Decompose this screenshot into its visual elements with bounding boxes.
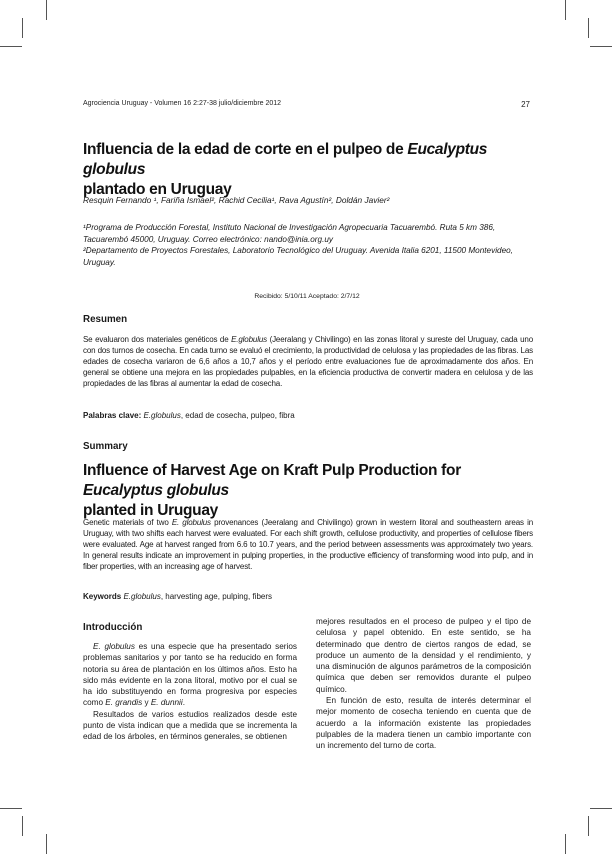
crop-mark [0,46,22,47]
resumen-heading: Resumen [83,314,128,325]
english-title-text: Influence of Harvest Age on Kraft Pulp Production for [83,462,461,479]
summary-text [83,517,533,572]
summary-keywords [83,592,272,601]
intro-column-left [83,641,297,743]
affiliation-1: ¹Programa de Producción Forestal, Instituto Nacional de Investigación Agropecuaria Tacuarembó. Ruta 5 km 386, Tacuarembó 45000, Uruguay. Correo electrónico: nando@inia.org.uy [83,223,496,244]
running-header [83,100,530,107]
english-title-species: Eucalyptus globulus [83,482,229,499]
resumen-keywords: Palabras clave: E.globulus, edad de cosecha, pulpeo, fibra [83,411,295,420]
english-title [83,461,533,521]
intro-text: . [182,698,185,708]
english-title-line2: planted in Uruguay [83,502,218,519]
intro-paragraph-1 [83,641,297,709]
crop-mark [0,808,22,809]
crop-mark [565,0,566,20]
article-title [83,140,523,200]
keywords-species: E.globulus [123,592,161,601]
keywords-species: E.globulus [143,411,181,420]
intro-paragraph-2: Resultados de varios estudios realizados desde este punto de vista indican que a medida que se incrementa la edad de los árboles, en términos generales, se obtienen [83,709,297,742]
resumen-text-part: (Jeeralang y Chivilingo) en las zonas litoral y sureste del Uruguay, cada uno con dos turnos de cosecha. En cada turno se evaluó el crecimiento, la productividad de celulosa y las propiedades de las fibras. Las edades de cosecha variaron de 6,6 años a 10,7 años y el período entre evaluaciones fue de aproximadamente dos años. En general se obtiene una mejora en las propiedades pulpables, en la eficiencia productiva de convertir madera en celulosa y de las propiedades de las fibras al aumentar la edad de cosecha. [83,335,533,388]
resumen-text [83,334,533,389]
page-number: 27 [521,100,530,109]
summary-heading: Summary [83,441,128,452]
title-text-line2: plantado en Uruguay [83,181,232,198]
crop-mark [22,18,23,38]
intro-species: E. dunnii [150,698,183,708]
author-list: Resquin Fernando ¹, Fariña Ismael², Rachid Cecilia¹, Rava Agustín², Doldán Javier² [83,195,390,205]
journal-citation: Agrociencia Uruguay - Volumen 16 2:27-38 julio/diciembre 2012 [83,100,282,107]
crop-mark [588,18,589,38]
crop-mark [565,834,566,854]
resumen-text-part: Se evaluaron dos materiales genéticos de [83,335,232,344]
crop-mark [22,816,23,836]
title-species: Eucalyptus globulus [83,141,488,178]
introduccion-heading: Introducción [83,622,143,633]
intro-text: y [142,698,151,708]
intro-species: E. globulus [93,642,135,651]
intro-paragraph-4: En función de esto, resulta de interés determinar el mejor momento de cosecha teniendo en cuenta que de acuerdo a la información existente las propiedades pulpables de la madera tienen un cambio importante con un incremento del turno de corta. [316,696,531,751]
affiliations [83,222,531,268]
crop-mark [590,808,612,809]
crop-mark [46,834,47,854]
keywords-list: , edad de cosecha, pulpeo, fibra [180,411,295,420]
intro-species: E. grandis [105,698,143,708]
resumen-species: E.globulus [231,335,267,344]
keywords-list: , harvesting age, pulping, fibers [160,592,273,601]
intro-text: es una especie que ha presentado serios problemas sanitarios y por tanto se ha reducido en forma notoria su área de plantación en los últimos años. Esto ha sido más evidente en la zona litoral, motivo por el cual se ha ido substituyendo en forma progresiva por especies como [83,642,298,708]
affiliation-2: ²Departamento de Proyectos Forestales, Laboratorio Tecnológico del Uruguay. Avenida Italia 6201, 11500 Montevideo, Uruguay. [83,246,513,267]
summary-text-part: Genetic materials of two [83,518,172,527]
summary-species: E. globulus [171,518,211,527]
received-accepted-dates: Recibido: 5/10/11 Aceptado: 2/7/12 [254,293,360,300]
crop-mark [46,0,47,20]
summary-text-part: provenances (Jeeralang and Chivilingo) grown in western litoral and southeastern areas in Uruguay, with two shifts each harvest were evaluated. For each shift growth, cellulose productivity, and properties of cellulose fibers were evaluated. Age at harvest ranged from 6.6 to 10.7 years, and the period between assessments was approximately two years. In general results indicate an improvement in pulping properties, in the productive efficiency of transforming wood into pulp, and in fiber properties, with an increasing age of harvest. [83,518,533,571]
crop-mark [590,46,612,47]
intro-column-right [316,616,531,752]
intro-paragraph-3: mejores resultados en el proceso de pulpeo y el tipo de celulosa y papel obtenido. En este sentido, se ha determinado que dentro de ciertos rangos de edad, se produce un aumento de la densidad y el rendimiento, y una disminución de algunos parámetros de la composición química que deben ser removidos durante el pulpeo químico. [316,617,531,694]
title-text: Influencia de la edad de corte en el pulpeo de [83,141,408,158]
keywords-label: Keywords [83,592,122,601]
crop-mark [588,816,589,836]
keywords-label: Palabras clave [83,411,139,420]
